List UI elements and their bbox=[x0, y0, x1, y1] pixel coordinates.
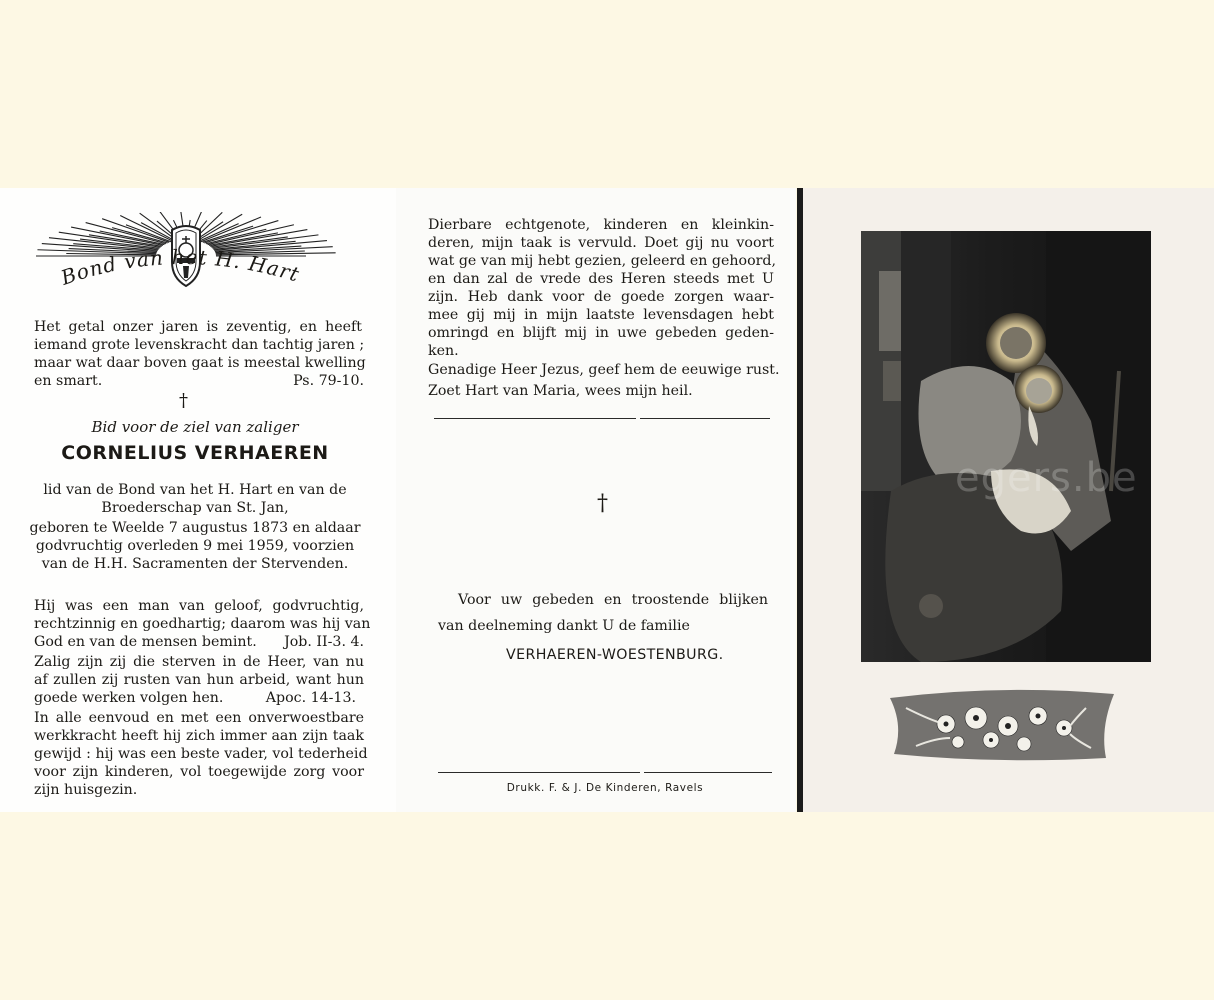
message-line-2: deren, mijn taak is vervuld. Doet gij nu voort bbox=[428, 235, 774, 251]
message-line-6: mee gij mij in mijn laatste levensdagen hebt bbox=[428, 307, 774, 323]
psalm-line-1: Het getal onzer jaren is zeventig, en heeft bbox=[34, 319, 362, 335]
bio-line-1: geboren te Weelde 7 augustus 1873 en aldaar bbox=[29, 520, 361, 536]
para3-line-3: gewijd : hij was een beste vader, vol tederheid bbox=[34, 746, 368, 762]
para3-line-4: voor zijn kinderen, vol toegewijde zorg voor bbox=[34, 764, 364, 780]
message-line-4: en dan zal de vrede des Heren steeds met U bbox=[428, 271, 774, 287]
divider-rule bbox=[438, 772, 640, 773]
para3-line-2: werkkracht heeft hij zich immer aan zijn taak bbox=[34, 728, 364, 744]
thanks-line-1: Voor uw gebeden en troostende blijken bbox=[458, 592, 768, 608]
message-line-3: wat ge van mij hebt gezien, geleerd en gehoord, bbox=[428, 253, 776, 269]
para1-line-3: God en van de mensen bemint. bbox=[34, 634, 257, 650]
bond-emblem-text bbox=[34, 212, 338, 298]
message-line-5: zijn. Heb dank voor de goede zorgen waar- bbox=[428, 289, 774, 305]
bio-line-3: van de H.H. Sacramenten der Stervenden. bbox=[41, 556, 349, 572]
divider-rule bbox=[434, 418, 636, 419]
message-line-8: ken. bbox=[428, 343, 459, 359]
cross-icon: † bbox=[597, 491, 608, 516]
psalm-line-4: en smart. bbox=[34, 373, 103, 389]
member-line-1: lid van de Bond van het H. Hart en van de bbox=[43, 482, 347, 498]
para1-reference: Job. II-3. 4. bbox=[284, 634, 364, 650]
prayer-line-1: Genadige Heer Jezus, geef hem de eeuwige rust. bbox=[428, 362, 780, 378]
flower-bouquet-icon bbox=[886, 688, 1118, 764]
jesus-embracing-dying-joseph-image bbox=[861, 231, 1151, 662]
psalm-line-3: maar wat daar boven gaat is meestal kwelling bbox=[34, 355, 366, 371]
member-line-2: Broederschap van St. Jan, bbox=[101, 500, 289, 516]
printer-credit: Drukk. F. & J. De Kinderen, Ravels bbox=[506, 782, 704, 794]
deceased-name: CORNELIUS VERHAEREN bbox=[61, 442, 329, 464]
psalm-line-2: iemand grote levenskracht dan tachtig jaren ; bbox=[34, 337, 365, 353]
divider-rule bbox=[644, 772, 772, 773]
message-line-1: Dierbare echtgenote, kinderen en kleinkin- bbox=[428, 217, 774, 233]
psalm-reference: Ps. 79-10. bbox=[293, 373, 364, 389]
family-name: VERHAEREN-WOESTENBURG. bbox=[506, 647, 724, 663]
prayer-line-2: Zoet Hart van Maria, wees mijn heil. bbox=[428, 383, 693, 399]
para1-line-2: rechtzinnig en goedhartig; daarom was hij van bbox=[34, 616, 371, 632]
svg-text:Bond van het H. Hart: Bond van het H. Hart bbox=[57, 244, 303, 290]
invocation: Bid voor de ziel van zaliger bbox=[91, 418, 299, 436]
para2-reference: Apoc. 14-13. bbox=[265, 690, 356, 706]
para3-line-1: In alle eenvoud en met een onverwoestbare bbox=[34, 710, 364, 726]
para1-line-1: Hij was een man van geloof, godvruchtig, bbox=[34, 598, 364, 614]
cross-icon: † bbox=[179, 390, 188, 411]
para2-line-1: Zalig zijn zij die sterven in de Heer, van nu bbox=[34, 654, 364, 670]
para2-line-3: goede werken volgen hen. bbox=[34, 690, 224, 706]
bio-line-2: godvruchtig overleden 9 mei 1959, voorzien bbox=[35, 538, 355, 554]
para2-line-2: af zullen zij rusten van hun arbeid, want hun bbox=[34, 672, 364, 688]
message-line-7: omringd en blijft mij in uwe gebeden geden- bbox=[428, 325, 774, 341]
divider-rule bbox=[640, 418, 770, 419]
para3-line-5: zijn huisgezin. bbox=[34, 782, 138, 798]
thanks-line-2: van deelneming dankt U de familie bbox=[438, 618, 690, 634]
watermark: egers.be bbox=[955, 455, 1138, 501]
